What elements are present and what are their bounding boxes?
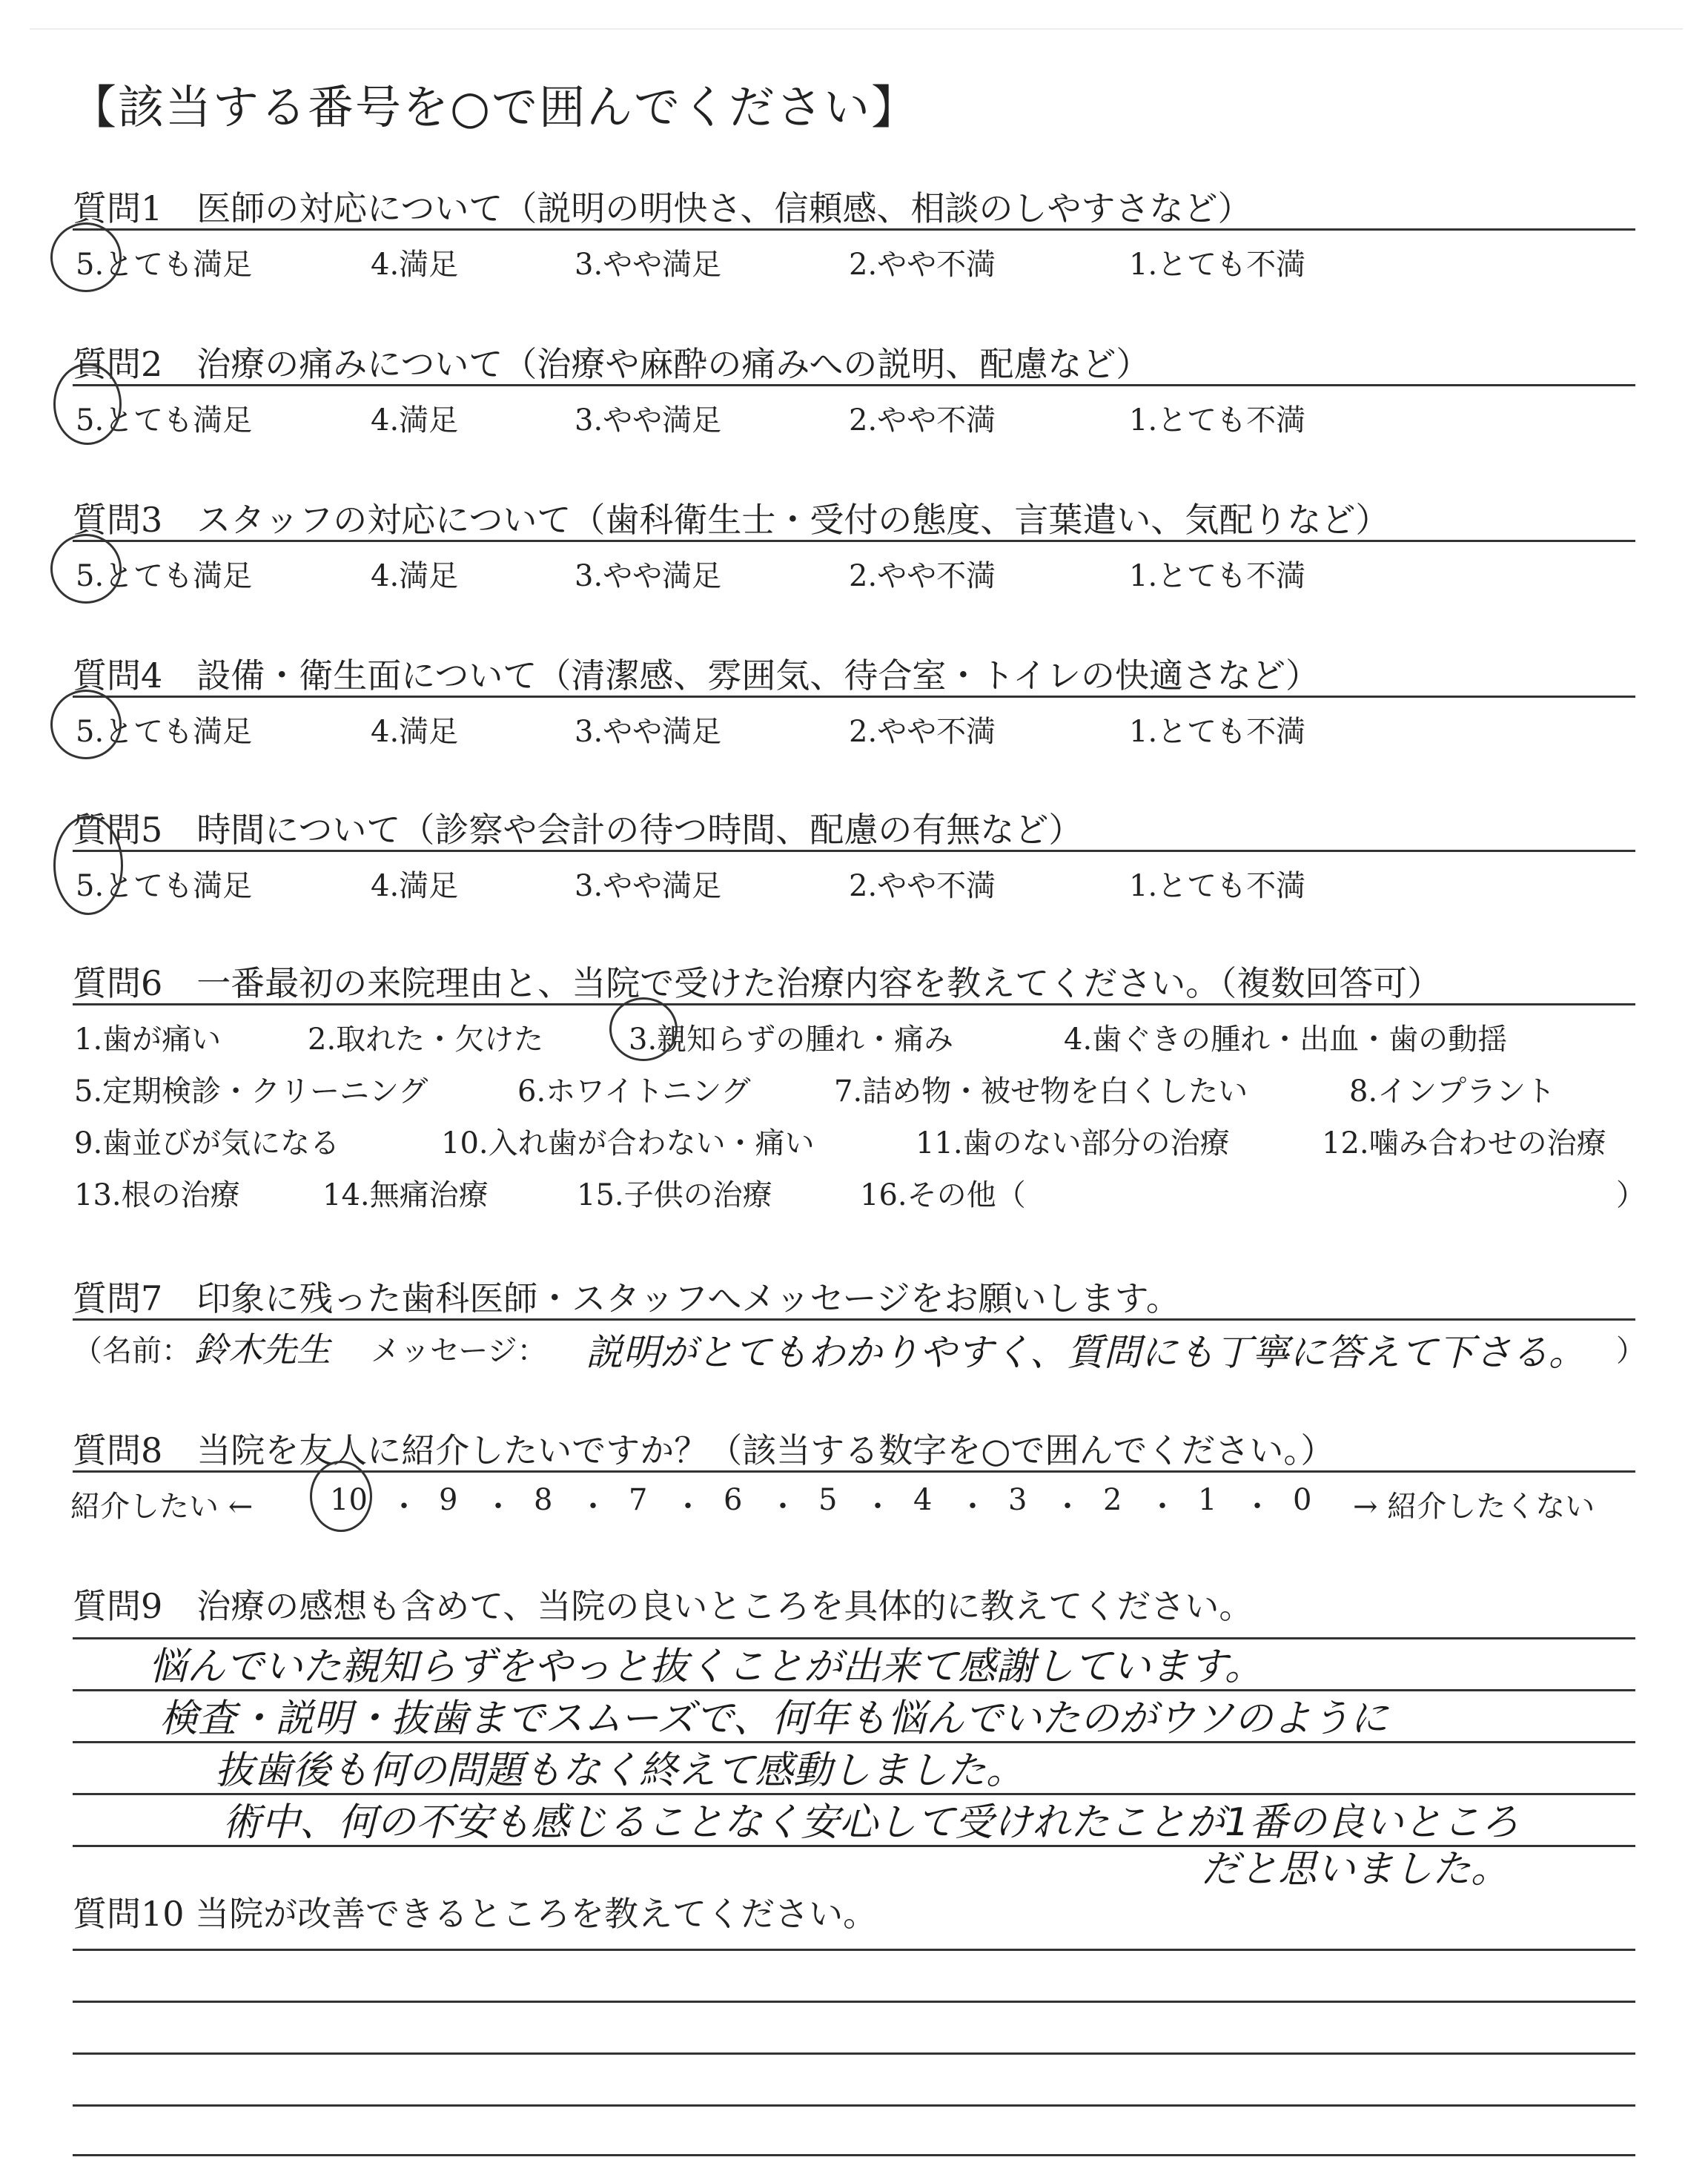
q8-right-label: → 紹介したくない	[1353, 1490, 1595, 1524]
q5-option-5[interactable]: 5.とても満足	[76, 869, 253, 903]
q5-option-4[interactable]: 4.満足	[371, 869, 459, 903]
q8-dot: ・	[768, 1490, 798, 1524]
q8-value-1[interactable]: 1	[1198, 1483, 1217, 1517]
q3-option-4[interactable]: 4.満足	[371, 559, 459, 593]
q6-option-13[interactable]: 13.根の治療	[74, 1178, 240, 1212]
q8-value-9[interactable]: 9	[439, 1483, 458, 1517]
q9-answer-line[interactable]: 抜歯後も何の問題もなく終えて感動しました。	[215, 1748, 1025, 1793]
question-8: 質問8 当院を友人に紹介したいですか？（該当する数字を○で囲んでください。）	[73, 1430, 1335, 1470]
q2-selection-circle	[53, 363, 122, 445]
q6-option-10[interactable]: 10.入れ歯が合わない・痛い	[441, 1126, 815, 1160]
q3-selection-circle	[50, 534, 122, 604]
q4-option-2[interactable]: 2.やや不満	[849, 715, 996, 749]
question-4: 質問4 設備・衛生面について（清潔感、雰囲気、待合室・トイレの快適さなど）	[73, 655, 1320, 696]
q1-option-1[interactable]: 1.とても不満	[1129, 248, 1306, 282]
q9-answer-line[interactable]: だと思いました。	[1201, 1847, 1510, 1892]
q9-answer-line[interactable]: 検査・説明・抜歯までスムーズで、何年も悩んでいたのがウソのように	[159, 1697, 1388, 1741]
q1-selection-circle	[50, 222, 122, 292]
q4-option-1[interactable]: 1.とても不満	[1129, 715, 1306, 749]
q4-option-3[interactable]: 3.やや満足	[575, 715, 722, 749]
q3-option-2[interactable]: 2.やや不満	[849, 559, 996, 593]
q7-close: ）	[1616, 1334, 1646, 1368]
q9-answer-line[interactable]: 悩んでいた親知らずをやっと抜くことが出来て感謝しています。	[148, 1645, 1263, 1689]
question-2-rule	[73, 384, 1635, 386]
q6-option-15[interactable]: 15.子供の治療	[577, 1178, 772, 1212]
q8-value-5[interactable]: 5	[818, 1483, 838, 1517]
q6-option-2[interactable]: 2.取れた・欠けた	[308, 1023, 544, 1057]
q2-option-5[interactable]: 5.とても満足	[76, 403, 253, 437]
question-3: 質問3 スタッフの対応について（歯科衛生士・受付の態度、言葉遣い、気配りなど）	[73, 500, 1390, 540]
q6-other-close: ）	[1616, 1178, 1646, 1212]
q5-selection-circle	[53, 816, 123, 915]
question-7: 質問7 印象に残った歯科医師・スタッフへメッセージをお願いします。	[73, 1278, 1180, 1318]
q10-line-2[interactable]	[73, 2001, 1635, 2003]
question-7-rule	[73, 1318, 1635, 1321]
q3-option-3[interactable]: 3.やや満足	[575, 559, 722, 593]
question-6: 質問6 一番最初の来院理由と、当院で受けた治療内容を教えてください。（複数回答可）	[73, 963, 1442, 1003]
q6-option-8[interactable]: 8.インプラント	[1349, 1074, 1556, 1109]
question-5: 質問5 時間について（診察や会計の待つ時間、配慮の有無など）	[73, 810, 1083, 850]
q6-option-5[interactable]: 5.定期検診・クリーニング	[74, 1074, 428, 1109]
question-4-rule	[73, 696, 1635, 698]
q8-dot: ・	[389, 1490, 419, 1524]
q8-value-2[interactable]: 2	[1103, 1483, 1122, 1517]
q3-option-5[interactable]: 5.とても満足	[76, 559, 253, 593]
q6-option-12[interactable]: 12.噛み合わせの治療	[1322, 1126, 1606, 1160]
q8-dot: ・	[483, 1490, 513, 1524]
q8-dot: ・	[1242, 1490, 1272, 1524]
q8-value-8[interactable]: 8	[534, 1483, 553, 1517]
q6-option-1[interactable]: 1.歯が痛い	[74, 1023, 222, 1057]
q1-option-2[interactable]: 2.やや不満	[849, 248, 996, 282]
q8-dot: ・	[673, 1490, 703, 1524]
q1-option-5[interactable]: 5.とても満足	[76, 248, 253, 282]
q8-value-6[interactable]: 6	[724, 1483, 743, 1517]
q6-option-11[interactable]: 11.歯のない部分の治療	[916, 1126, 1230, 1160]
question-10: 質問10 当院が改善できるところを教えてください。	[73, 1894, 878, 1934]
q6-option-7[interactable]: 7.詰め物・被せ物を白くしたい	[834, 1074, 1248, 1109]
q1-option-4[interactable]: 4.満足	[371, 248, 459, 282]
q5-option-1[interactable]: 1.とても不満	[1129, 869, 1306, 903]
q8-value-0[interactable]: 0	[1293, 1483, 1312, 1517]
q7-name-value[interactable]: 鈴木先生	[194, 1330, 331, 1370]
q7-message-value[interactable]: 説明がとてもわかりやすく、質問にも丁寧に答えて下さる。	[586, 1331, 1586, 1374]
q8-dot: ・	[863, 1490, 893, 1524]
q6-option-3[interactable]: 3.親知らずの腫れ・痛み	[629, 1023, 954, 1057]
q8-dot: ・	[958, 1490, 987, 1524]
q8-value-7[interactable]: 7	[629, 1483, 648, 1517]
q8-dot: ・	[1053, 1490, 1082, 1524]
question-5-rule	[73, 850, 1635, 852]
q7-message-label: メッセージ：	[371, 1334, 547, 1368]
q5-option-2[interactable]: 2.やや不満	[849, 869, 996, 903]
q10-line-3[interactable]	[73, 2052, 1635, 2055]
question-1-rule	[73, 228, 1635, 231]
question-6-rule	[73, 1003, 1635, 1005]
question-3-rule	[73, 540, 1635, 542]
q4-selection-circle	[50, 690, 122, 759]
q9-answer-line[interactable]: 術中、何の不安も感じることなく安心して受けれたことが1番の良いところ	[222, 1800, 1520, 1845]
top-border	[30, 28, 1683, 30]
q10-line-4[interactable]	[73, 2104, 1635, 2107]
q8-dot: ・	[578, 1490, 608, 1524]
q3-option-1[interactable]: 1.とても不満	[1129, 559, 1306, 593]
q2-option-3[interactable]: 3.やや満足	[575, 403, 722, 437]
q7-name-label: （名前：	[73, 1334, 191, 1368]
q6-option-9[interactable]: 9.歯並びが気になる	[74, 1126, 340, 1160]
q6-option-16[interactable]: 16.その他（	[860, 1178, 1026, 1212]
q8-value-4[interactable]: 4	[913, 1483, 933, 1517]
q2-option-1[interactable]: 1.とても不満	[1129, 403, 1306, 437]
q8-selection-circle	[310, 1461, 372, 1532]
q10-line-5[interactable]	[73, 2154, 1635, 2156]
question-9: 質問9 治療の感想も含めて、当院の良いところを具体的に教えてください。	[73, 1586, 1254, 1626]
q6-option-4[interactable]: 4.歯ぐきの腫れ・出血・歯の動揺	[1064, 1023, 1508, 1057]
q8-value-3[interactable]: 3	[1008, 1483, 1027, 1517]
q10-line-1[interactable]	[73, 1949, 1635, 1951]
q2-option-4[interactable]: 4.満足	[371, 403, 459, 437]
q5-option-3[interactable]: 3.やや満足	[575, 869, 722, 903]
q2-option-2[interactable]: 2.やや不満	[849, 403, 996, 437]
q6-option-14[interactable]: 14.無痛治療	[322, 1178, 489, 1212]
q4-option-4[interactable]: 4.満足	[371, 715, 459, 749]
q8-left-label: 紹介したい ←	[70, 1490, 254, 1524]
q6-selection-circle	[609, 997, 678, 1061]
q4-option-5[interactable]: 5.とても満足	[76, 715, 253, 749]
q8-value-10[interactable]: 10	[330, 1483, 368, 1517]
q8-dot: ・	[1148, 1490, 1177, 1524]
question-2: 質問2 治療の痛みについて（治療や麻酔の痛みへの説明、配慮など）	[73, 344, 1151, 384]
question-1: 質問1 医師の対応について（説明の明快さ、信頼感、相談のしやすさなど）	[73, 188, 1252, 228]
form-title: 【該当する番号を○で囲んでください】	[70, 80, 919, 134]
q6-option-6[interactable]: 6.ホワイトニング	[517, 1074, 751, 1109]
question-8-rule	[73, 1470, 1635, 1473]
q1-option-3[interactable]: 3.やや満足	[575, 248, 722, 282]
